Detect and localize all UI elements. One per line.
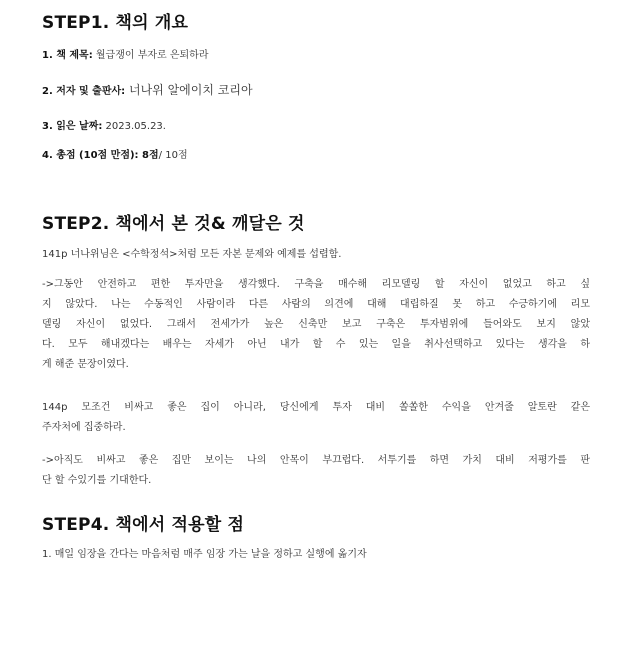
paragraph-line: 주자처에 집중하라. <box>42 422 126 433</box>
info-label: 3. 읽은 날짜: <box>42 121 103 132</box>
info-value: 너나위 알에이치 코리아 <box>125 83 253 97</box>
info-read-date <box>42 117 166 132</box>
step1-heading: STEP1. 책의 개요 <box>42 13 189 33</box>
paragraph-line: 단 할 수있기를 기대한다. <box>42 475 152 486</box>
step2-paragraph-144p <box>42 398 590 438</box>
info-label: 2. 저자 및 출판사: <box>42 86 126 97</box>
paragraph-line: 지 않았다. 나는 수동적인 사람이라 다른 사람의 의견에 대해 대립하질 못 하고 수긍하기에 리모 <box>42 299 590 310</box>
paragraph-line: 델링 자신이 없었다. 그래서 전세가가 높은 신축만 보고 구축은 투자범위에 들어와도 보지 않았 <box>42 319 590 330</box>
info-score <box>42 146 188 161</box>
info-book-title <box>42 46 209 61</box>
paragraph-line: ->아직도 비싸고 좋은 집만 보이는 나의 안목이 부끄럽다. 서투기를 하면 가치 대비 저평가를 판 <box>42 455 590 466</box>
step4-heading: STEP4. 책에서 적용할 점 <box>42 515 245 535</box>
paragraph-line: 141p 너나위님은 <수학정석>처럼 모든 자본 문제와 예제를 섭렵함. <box>42 249 342 260</box>
info-label: 4. 총점 (10점 만점): <box>42 150 139 161</box>
step2-heading: STEP2. 책에서 본 것& 깨달은 것 <box>42 214 305 234</box>
paragraph-line: 144p 모조건 비싸고 좋은 집이 아니라, 당신에게 투자 대비 쏠쏠한 수익을 안겨줄 알토란 같은 <box>42 402 590 413</box>
paragraph-line: 다. 모두 해내겠다는 배우는 자세가 아닌 내가 할 수 있는 일을 취사선택하고 있다는 생각을 하 <box>42 339 590 350</box>
info-author-publisher <box>42 81 253 98</box>
info-value: 2023.05.23. <box>102 121 166 132</box>
info-value: / 10점 <box>158 150 188 161</box>
step4-paragraph <box>42 545 590 565</box>
step2-paragraph-141p <box>42 245 590 265</box>
paragraph-line: ->그동안 안전하고 편한 투자만을 생각했다. 구축을 매수해 리모델링 할 자신이 없었고 하고 싶 <box>42 279 590 290</box>
step2-paragraph-reflection-2 <box>42 451 590 491</box>
paragraph-line: 게 해준 문장이였다. <box>42 359 129 370</box>
step2-paragraph-reflection-1 <box>42 275 590 375</box>
info-score-value: 8점 <box>138 150 159 161</box>
info-value: 월급쟁이 부자로 은퇴하라 <box>92 50 209 61</box>
info-label: 1. 책 제목: <box>42 50 93 61</box>
paragraph-line: 1. 매일 임장을 간다는 마음처럼 매주 임장 가는 날을 정하고 실행에 옮기자 <box>42 549 367 560</box>
